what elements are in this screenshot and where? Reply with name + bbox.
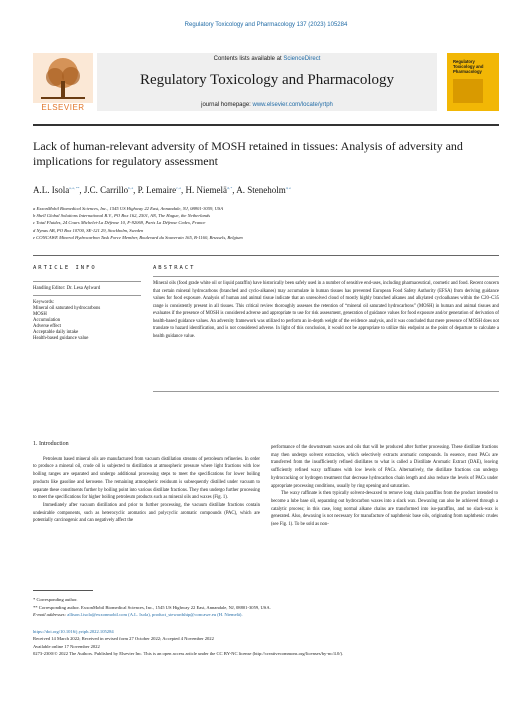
elsevier-logo	[33, 53, 93, 111]
affiliation: a ExxonMobil Biomedical Sciences, Inc., 1545 US Highway 22 East, Annandale, NJ, 08801-3059, USA	[33, 206, 224, 211]
affiliation: e CONCAWE Mineral Hydrocarbon Task Force Member, Boulevard du Souverain 165, B-1160, Brussels, Belgium	[33, 234, 243, 240]
paragraph: Petroleum based mineral oils are manufactured from vacuum distillation streams of petroleum refineries. In order to produce a mineral oil, crude oil is subjected to distillation at atmospheric pressure where light fractions with low boiling ranges are separated and undergo additional processing steps to meet the specifications for lower boiling products like gasoline and kerosene. The remaining atmospheric residuum is subsequently distilled under vacuum to separate these constituents further by boiling point into various distillate fractions. They then undergo further processing to meet the specifications for higher boiling petroleum products such as mineral oils and waxes (Fig. 1).	[33, 456, 260, 501]
journal-name: Regulatory Toxicology and Pharmacology	[139, 72, 395, 88]
footnote: * Corresponding author.	[33, 597, 78, 602]
divider	[33, 295, 141, 296]
body-left-column	[33, 441, 260, 525]
abstract-top-rule	[153, 276, 499, 277]
keyword: Acceptable daily intake	[33, 330, 79, 335]
header-divider	[33, 255, 499, 256]
elsevier-tree-icon	[33, 53, 93, 103]
author-marks[interactable]: c, e	[176, 186, 182, 190]
author-marks[interactable]: d, e	[285, 186, 291, 190]
article-info-heading: ARTICLE INFO	[33, 265, 97, 271]
section-heading: 1. Introduction	[33, 441, 69, 447]
homepage-prefix: journal homepage:	[201, 102, 253, 108]
author-marks[interactable]: b, e	[128, 186, 134, 190]
keyword: Adverse effect	[33, 324, 62, 329]
copyright-license: 0273-2300/© 2022 The Authors. Published by Elsevier Inc. This is an open access article under the CC BY-NC license (http://creativecommons.org/licenses/by-nc/4.0/).	[33, 651, 344, 657]
author-name[interactable]: A.L. Isola	[33, 185, 70, 195]
author-name[interactable]: J.C. Carrillo	[83, 185, 129, 195]
abstract-text: Mineral oils (food grade white oil or liquid paraffin) have historically been safely used in a number of sensitive end-uses, including pharmaceutical, cosmetic and food. Recent concern that certain mineral hydrocarbons (branched and cyclo-alkanes) may accumulate in human tissues has prevented European Food Safety Authority (EFSA) from deriving guidance values for food exposure. Analysis of human and animal tissue indicate that an unresolved cloud of mostly highly branched alkanes and alkylated cycloalkanes within the C20–C35 range is consistently present in all tissues. This critical review thoroughly assesses the retention of “mineral oil saturated hydrocarbons” (MOSH) in human and animal tissues and evaluates if the presence of MOSH is considered adverse and appropriate to use for risk assessment, generation of guidance values for food exposure and/or generation of derivation of health-based guidance values. An adversity framework was utilized to perform an in-depth weight of the evidence analysis, and it was concluded that mere presence of MOSH does not translate to hazard identification, and is not considered adverse. In light of this conclusion, it would not be appropriate to utilize this endpoint as the point of departure to calculate a health guidance value.	[153, 281, 499, 339]
sciencedirect-link[interactable]: ScienceDirect	[283, 56, 321, 62]
keyword: Accumulation	[33, 318, 61, 323]
cover-title: Regulatory Toxicology and Pharmacology	[453, 59, 484, 74]
keyword: Mineral oil saturated hydrocarbons	[33, 306, 101, 311]
affiliation: d Nynas AB, PO Box 10700, SE-121 29, Stockholm, Sweden	[33, 227, 144, 233]
divider	[33, 281, 141, 282]
author-list: A.L. Isola$^{a, e, **}$, J.C. Carrillo$^{b, e}$, P. Lemaire$^{c, e}$, H. Niemelä$^{d, *}$, A. Steneholm$^{d, e}$	[33, 185, 291, 195]
journal-cover-thumbnail	[447, 53, 499, 111]
handling-editor: Handling Editor: Dr. Lesa Aylward	[33, 286, 101, 291]
footnote-rule	[33, 590, 93, 591]
article-info-panel	[33, 278, 141, 342]
author-marks[interactable]: d, *	[227, 186, 233, 190]
available-online: Available online 17 November 2022	[33, 643, 100, 649]
affiliation: c Total Fluides, 24 Cours Michelet-La Défense 10, F-92069, Paris La Défense Cedex, France	[33, 220, 206, 226]
author-name[interactable]: H. Niemelä	[185, 185, 228, 195]
masthead-center	[97, 53, 437, 111]
footnotes	[33, 596, 499, 619]
affiliation: b Shell Global Solutions International B.V., PO Box 162, 2501, AN, The Hague, the Netherlands	[33, 213, 211, 219]
paragraph-continued: performance of the downstream waxes and oils that will be produced after further processing. These distillate fractions may then undergo solvent extraction, which selectively extracts aromatic compounds. In essence, most PACs are transferred from the insufficiently refined distillates to what is called a Distillate Aromatic Extract (DAE), leaving sufficiently refined waxy raffinates with low levels of PACs. Alternatively, the distillate fractions can undergo hydrocracking or hydrogen treatment that decrease hydrocarbon chain length and also reduce the levels of PACs under appropriate processing conditions, usually by ring opening and saturation.	[271, 445, 498, 489]
email-label: E-mail addresses:	[33, 612, 68, 618]
author-marks[interactable]: a, e, **	[69, 186, 80, 190]
journal-citation-header[interactable]: Regulatory Toxicology and Pharmacology 137 (2023) 105284	[184, 22, 348, 28]
paragraph: Immediately after vacuum distillation and prior to further processing, the vacuum distillate fractions contain undesirable components, such as heterocyclic aromatics and polycyclic aromatic compounds (PAC), which are potentially carcinogenic and can negatively affect the	[33, 502, 260, 524]
masthead-divider	[33, 124, 499, 126]
journal-masthead	[33, 53, 499, 113]
journal-homepage-line	[97, 102, 437, 108]
keyword: Health-based guidance value	[33, 336, 89, 341]
homepage-link[interactable]: www.elsevier.com/locate/yrtph	[252, 102, 333, 108]
footnote-emails	[33, 611, 499, 619]
affiliation-list	[33, 205, 499, 241]
abstract-heading: ABSTRACT	[153, 265, 196, 271]
article-title: Lack of human-relevant adversity of MOSH retained in tissues: Analysis of adversity and implications for regulatory assessment	[33, 139, 463, 168]
doi-link[interactable]: https://doi.org/10.1016/j.yrtph.2022.105284	[33, 629, 114, 634]
keywords-label: Keywords:	[33, 300, 55, 305]
footnote: ** Corresponding author. ExxonMobil Biomedical Sciences, Inc., 1545 US Highway 22 East, Annandale, NJ, 08801-3059, USA.	[33, 604, 271, 610]
contents-prefix: Contents lists available at	[213, 56, 284, 62]
cover-graphic	[453, 79, 483, 103]
publication-info	[33, 628, 499, 658]
publisher-logo-text: ELSEVIER	[41, 103, 85, 112]
body-right-column	[271, 444, 498, 529]
keyword: MOSH	[33, 312, 47, 317]
received-dates: Received 14 March 2022; Received in revised form 27 October 2022; Accepted 4 November 2022	[33, 636, 214, 642]
contents-available-line	[97, 56, 437, 62]
paragraph: The waxy raffinate is then typically solvent-dewaxed to remove long chain paraffins from the product intended to become a lube base oil, separating out hydrocarbon waxes into a slack wax. Dewaxing can also be achieved through a catalytic process; in this case, long normal alkane chains are transformed into iso-paraffins, and no slack-wax is generated. Also, dewaxing is not necessary for manufacture of naphthenic base oils, originating from naphthenic crudes (see Fig. 1). To be sold as non-	[271, 491, 498, 528]
author-name[interactable]: A. Steneholm	[236, 185, 286, 195]
author-name[interactable]: P. Lemaire	[137, 185, 177, 195]
email-links[interactable]: allison.l.isola@exxonmobil.com (A.L. Isola), product_stewardship@concawe.eu (H. Niemelä).	[67, 612, 243, 618]
abstract-bottom-rule	[153, 391, 499, 392]
